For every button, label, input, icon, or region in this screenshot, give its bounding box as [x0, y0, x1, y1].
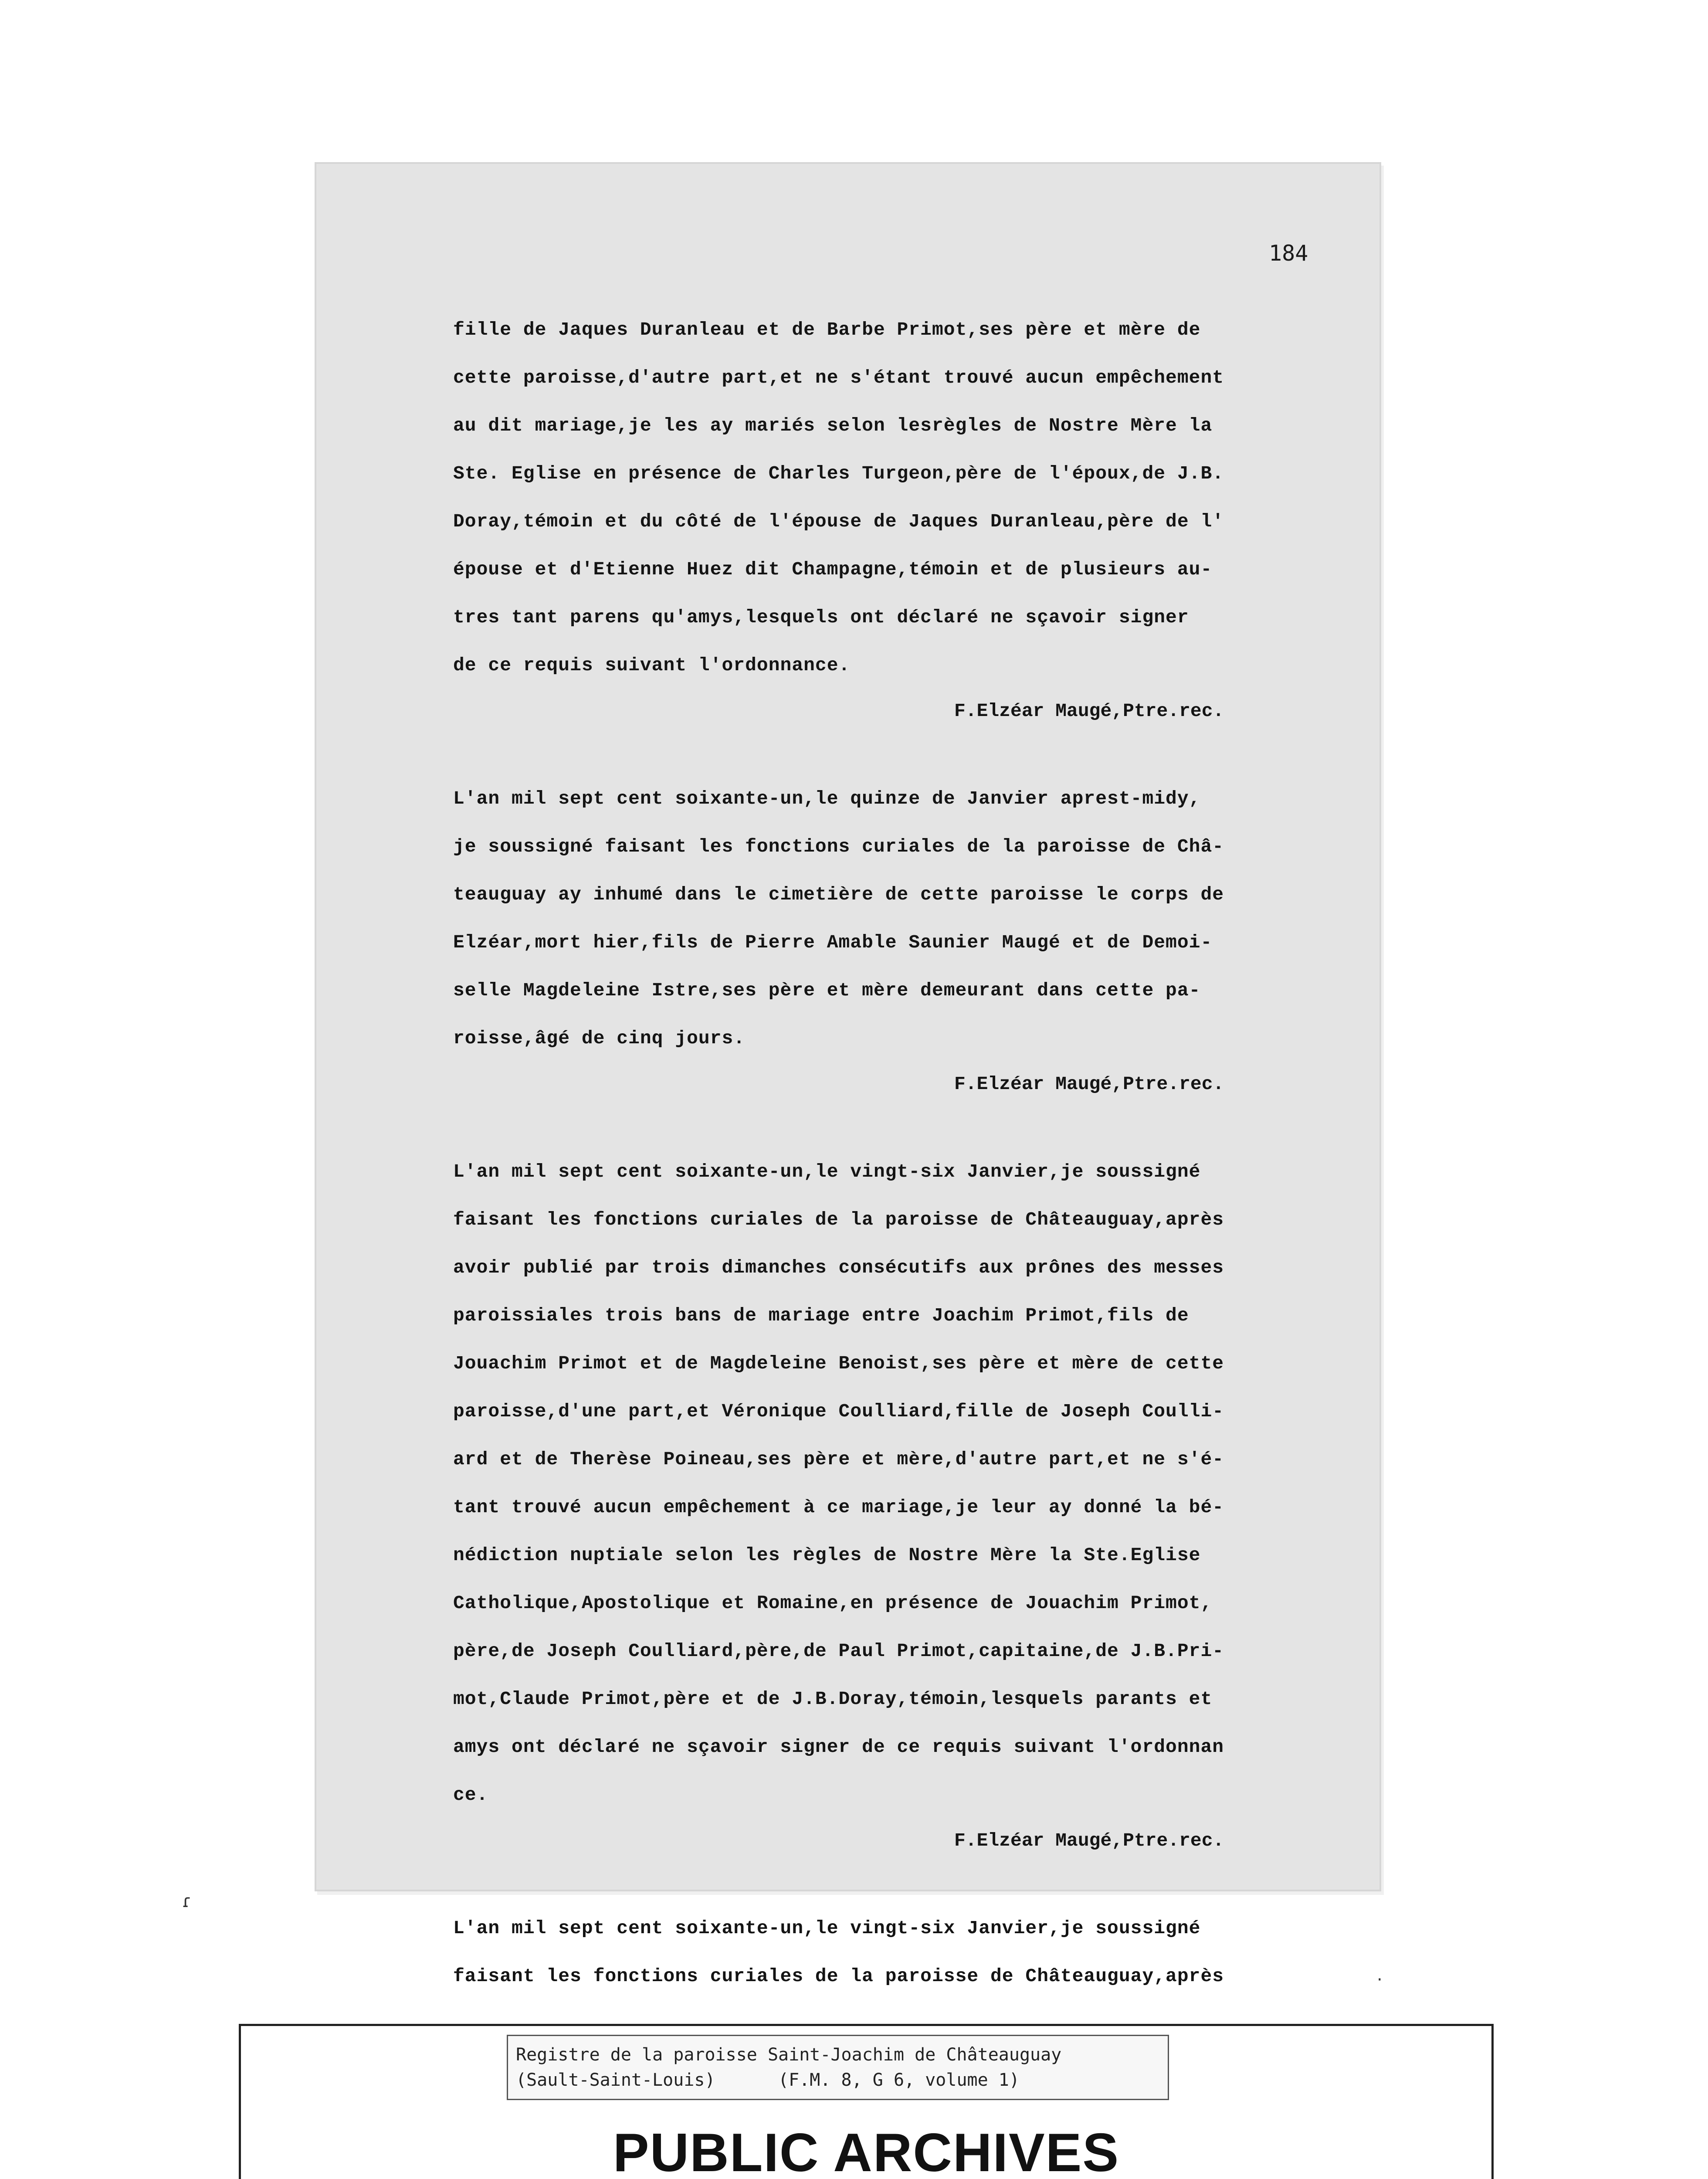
entry-line: paroissiales trois bans de mariage entre Joachim Primot,fils de	[453, 1305, 1189, 1326]
entry-line: nédiction nuptiale selon les règles de Nostre Mère la Ste.Eglise	[453, 1544, 1201, 1566]
register-entry	[453, 1148, 1377, 1863]
entry-line: paroisse,d'une part,et Véronique Coulliard,fille de Joseph Coulli-	[453, 1401, 1224, 1422]
entry-line: Jouachim Primot et de Magdeleine Benoist,ses père et mère de cette	[453, 1353, 1224, 1374]
entry-line: faisant les fonctions curiales de la paroisse de Châteauguay,après	[453, 1209, 1224, 1230]
page-number: 184	[1269, 241, 1308, 266]
priest-signature: F.Elzéar Maugé,Ptre.rec.	[954, 700, 1224, 722]
margin-mark: ɾ	[182, 1891, 192, 1911]
entry-line: tant trouvé aucun empêchement à ce mariage,je leur ay donné la bé-	[453, 1497, 1224, 1518]
reference-line: (Sault-Saint-Louis) (F.M. 8, G 6, volume 1)	[516, 2070, 1020, 2090]
entry-line: L'an mil sept cent soixante-un,le vingt-six Janvier,je soussigné	[453, 1161, 1201, 1182]
entry-line: je soussigné faisant les fonctions curiales de la paroisse de Châ-	[453, 836, 1224, 857]
entry-line: ce.	[453, 1784, 488, 1806]
archive-label	[239, 2024, 1494, 2179]
register-entry	[453, 775, 1377, 1106]
entry-line: teauguay ay inhumé dans le cimetière de cette paroisse le corps de	[453, 884, 1224, 905]
entry-line: faisant les fonctions curiales de la paroisse de Châteauguay,après	[453, 1965, 1224, 1987]
entry-line: épouse et d'Etienne Huez dit Champagne,témoin et de plusieurs au-	[453, 559, 1213, 580]
entry-line: père,de Joseph Coulliard,père,de Paul Primot,capitaine,de J.B.Pri-	[453, 1640, 1224, 1662]
entry-line: selle Magdeleine Istre,ses père et mère demeurant dans cette pa-	[453, 980, 1201, 1001]
priest-signature: F.Elzéar Maugé,Ptre.rec.	[954, 1073, 1224, 1095]
typed-register-page	[315, 162, 1381, 1987]
register-entries	[453, 306, 1377, 2042]
entry-line: fille de Jaques Duranleau et de Barbe Primot,ses père et mère de	[453, 319, 1201, 340]
entry-line: amys ont déclaré ne sçavoir signer de ce requis suivant l'ordonnan	[453, 1736, 1224, 1758]
priest-signature: F.Elzéar Maugé,Ptre.rec.	[954, 1830, 1224, 1851]
archive-title-english: PUBLIC ARCHIVES	[613, 2123, 1120, 2179]
margin-mark: ·	[1377, 1970, 1383, 1990]
entry-line: avoir publié par trois dimanches consécutifs aux prônes des messes	[453, 1257, 1224, 1278]
reference-slip	[507, 2035, 1169, 2100]
entry-line: tres tant parens qu'amys,lesquels ont déclaré ne sçavoir signer	[453, 607, 1189, 628]
entry-line: roisse,âgé de cinq jours.	[453, 1028, 746, 1049]
entry-line: ard et de Therèse Poineau,ses père et mère,d'autre part,et ne s'é-	[453, 1449, 1224, 1470]
register-entry	[453, 1904, 1377, 2000]
entry-line: Catholique,Apostolique et Romaine,en présence de Jouachim Primot,	[453, 1592, 1213, 1614]
entry-line: au dit mariage,je les ay mariés selon lesrègles de Nostre Mère la	[453, 415, 1213, 436]
entry-line: Doray,témoin et du côté de l'épouse de Jaques Duranleau,père de l'	[453, 511, 1224, 532]
entry-line: cette paroisse,d'autre part,et ne s'étant trouvé aucun empêchement	[453, 367, 1224, 388]
entry-line: L'an mil sept cent soixante-un,le quinze de Janvier aprest-midy,	[453, 788, 1201, 809]
entry-line: mot,Claude Primot,père et de J.B.Doray,témoin,lesquels parants et	[453, 1688, 1213, 1710]
reference-line: Registre de la paroisse Saint-Joachim de Châteauguay	[516, 2045, 1062, 2065]
entry-line: Ste. Eglise en présence de Charles Turgeon,père de l'époux,de J.B.	[453, 463, 1224, 484]
entry-line: L'an mil sept cent soixante-un,le vingt-six Janvier,je soussigné	[453, 1918, 1201, 1939]
entry-line: Elzéar,mort hier,fils de Pierre Amable Saunier Maugé et de Demoi-	[453, 932, 1213, 953]
entry-line: de ce requis suivant l'ordonnance.	[453, 655, 851, 676]
register-entry	[453, 306, 1377, 733]
